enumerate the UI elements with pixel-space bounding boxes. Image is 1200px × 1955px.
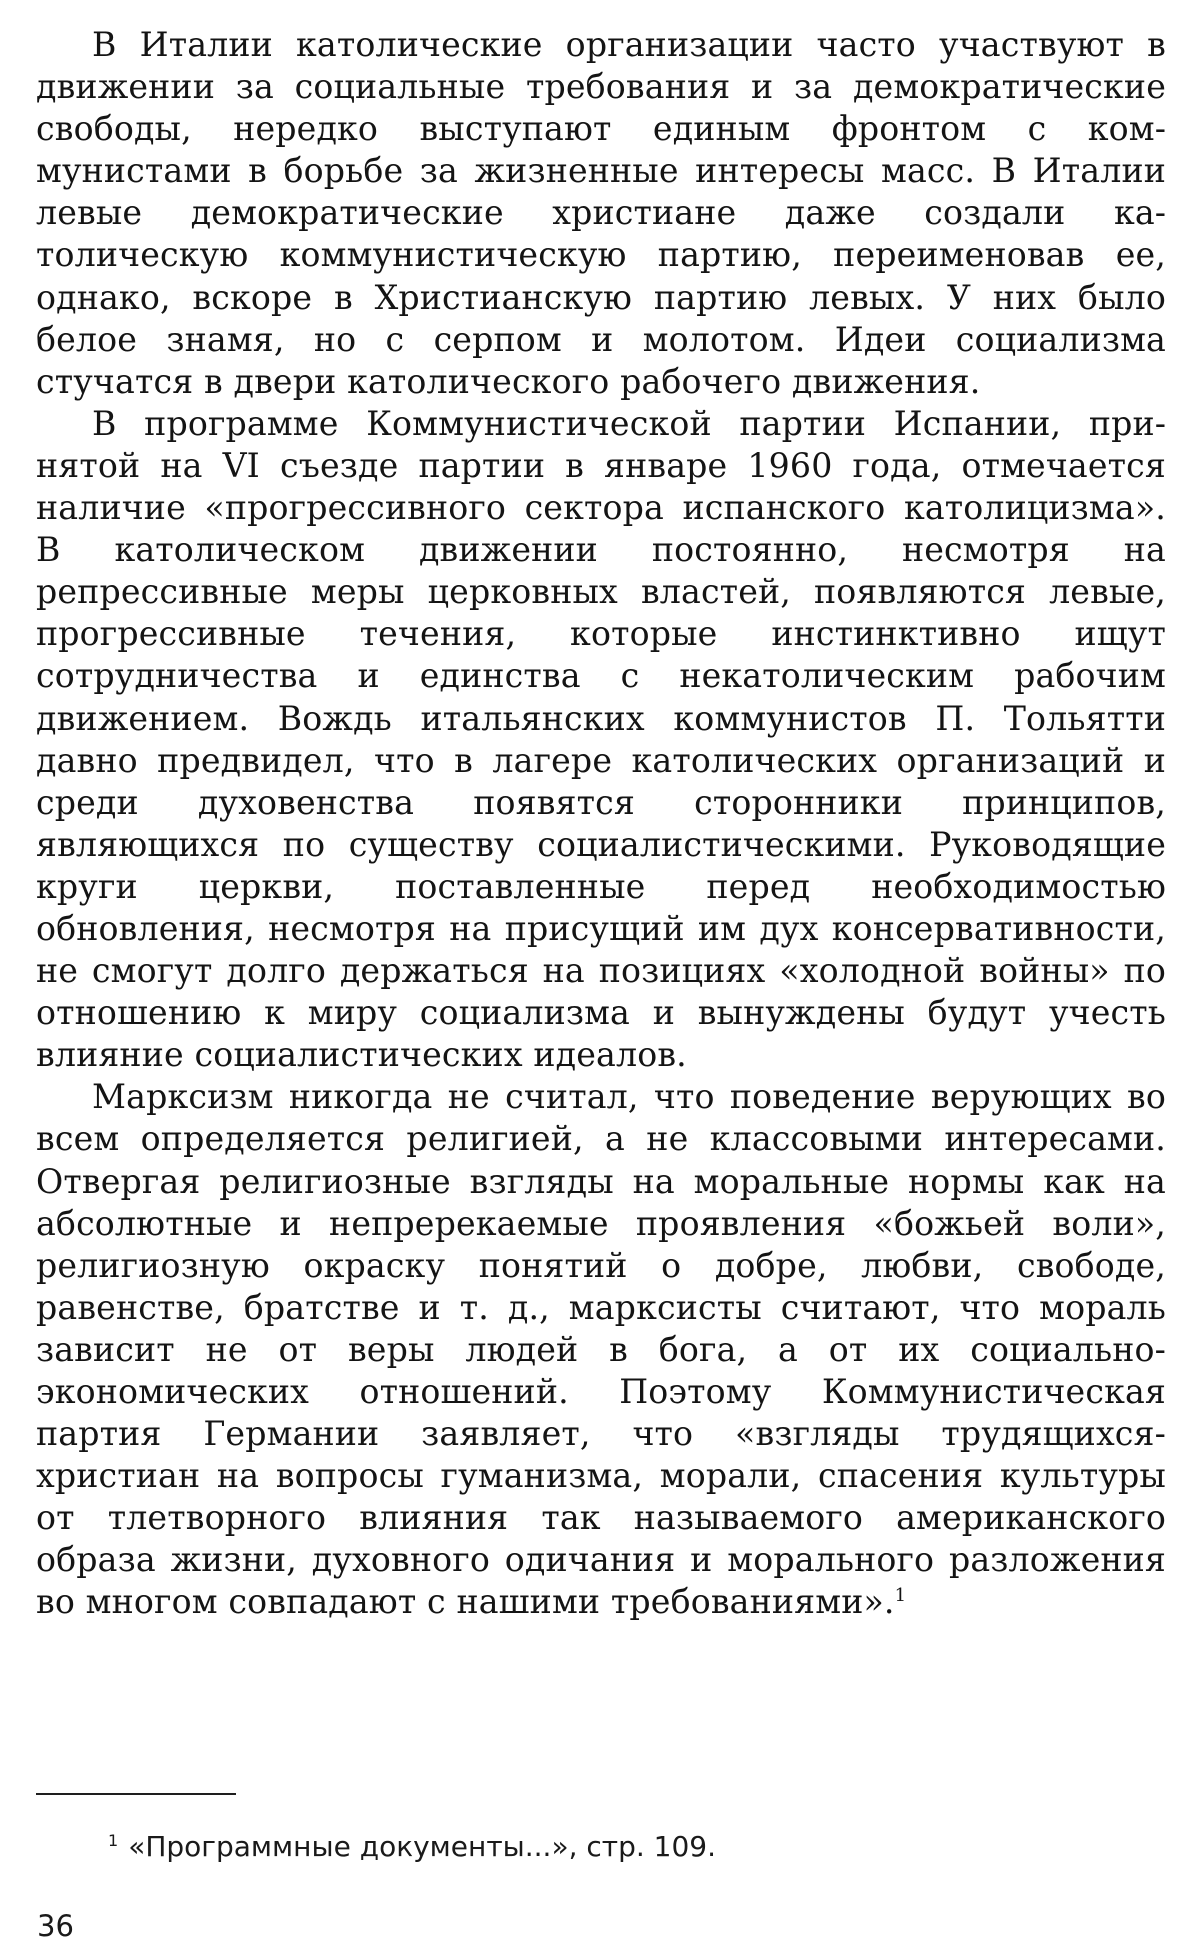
footnote-text: «Программные документы...», стр. 109. [128,1830,717,1863]
paragraph-3-text: Марксизм никогда не считал, что поведение верующих во всем определяется религией, а не классовыми интересами. Отвергая религиозные взгляды на моральные нормы как на абсолютные и непререкаемые проявления «божьей воли», религиозную окраску понятий о добре, любви, свободе, равенстве, братстве и т. д., марксисты считают, что мораль зависит не от веры людей в бога, а от их социально-экономических отношений. Поэтому Коммунистическая партия Германии заявляет, что «взгляды трудящихся-христиан на вопросы гуманизма, морали, спасения культуры от тлетворного влияния так называемого американского образа жизни, духовного одичания и морального разложения во многом совпадают с нашими требованиями». [36,1077,1166,1622]
page-body [36,24,1166,1624]
footnote [108,1830,716,1864]
footnote-reference[interactable]: 1 [894,1585,907,1607]
paragraph-1: В Италии католические организации часто участвуют в движении за социальные требования и за демократические свободы, нередко выступают единым фронтом с коммунистами в борьбе за жизненные интересы масс. В Италии левые демократические христиане даже создали католическую коммунистическую партию, переименовав ее, однако, вскоре в Христианскую партию левых. У них было белое знамя, но с серпом и молотом. Идеи социализма стучатся в двери католического рабочего движения. [36,25,1166,401]
paragraph-3 [36,1076,1166,1623]
page-number: 36 [37,1909,74,1943]
footnote-divider [36,1793,236,1795]
paragraph-2: В программе Коммунистической партии Испании, принятой на VI съезде партии в январе 1960 года, отмечается наличие «прогрессивного сектора испанского католицизма». В католическом движении постоянно, несмотря на репрессивные меры церковных властей, появляются левые, прогрессивные течения, которые инстинктивно ищут сотрудничества и единства с некатолическим рабочим движением. Вождь итальянских коммунистов П. Тольятти давно предвидел, что в лагере католических организаций и среди духовенства появятся сторонники принципов, являющихся по существу социалистическими. Руководящие круги церкви, поставленные перед необходимостью обновления, несмотря на присущий им дух консервативности, не смогут долго держаться на позициях «холодной войны» по отношению к миру социализма и вынуждены будут учесть влияние социалистических идеалов. [36,403,1166,1075]
footnote-number: 1 [108,1830,119,1850]
